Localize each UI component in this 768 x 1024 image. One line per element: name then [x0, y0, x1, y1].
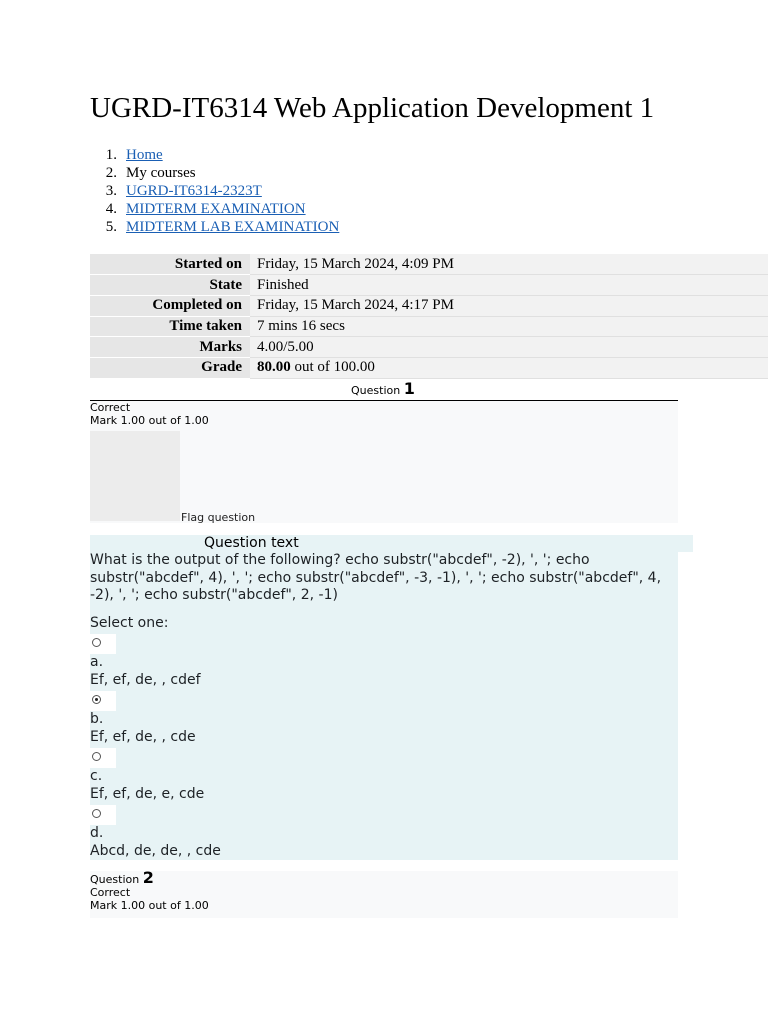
- answer-text: Ef, ef, de, , cde: [90, 728, 196, 745]
- question-status: Correct: [90, 886, 131, 899]
- question-text-header: [90, 535, 693, 552]
- radio-button-a[interactable]: [92, 638, 101, 647]
- summary-row-marks: [90, 337, 768, 358]
- summary-value: 4.00/5.00: [250, 337, 768, 358]
- answer-option-c[interactable]: [90, 748, 678, 803]
- breadcrumb: [90, 146, 339, 236]
- grade-out-of: out of 100.00: [290, 359, 375, 376]
- answer-letter: b.: [90, 711, 104, 727]
- answer-letter: a.: [90, 654, 104, 670]
- radio-container: [90, 748, 116, 768]
- answer-letter: c.: [90, 768, 103, 784]
- breadcrumb-item-midterm-lab: [90, 218, 339, 236]
- question-number: 2: [142, 868, 154, 887]
- question-status: Correct: [90, 401, 131, 414]
- question-mark: Mark 1.00 out of 1.00: [90, 899, 209, 912]
- radio-button-b[interactable]: [92, 695, 101, 704]
- breadcrumb-text-my-courses: My courses: [126, 165, 196, 181]
- radio-container: [90, 691, 116, 711]
- answer-text: Abcd, de, de, , cde: [90, 842, 221, 859]
- breadcrumb-item-course: [90, 182, 339, 200]
- question-prompt: What is the output of the following? echo substr("abcdef", -2), ', '; echo substr("abcdef", 4), ', '; echo substr("abcdef", -3, -1), ', '; echo substr("abcdef", 4, -2), ', '; echo substr("abcdef", 2, -1): [90, 552, 662, 603]
- question-text-label: Question text: [204, 535, 299, 551]
- flag-icon[interactable]: [90, 431, 180, 521]
- radio-button-c[interactable]: [92, 752, 101, 761]
- breadcrumb-link-midterm-exam[interactable]: MIDTERM EXAMINATION: [126, 201, 306, 217]
- breadcrumb-number: 1.: [105, 147, 117, 163]
- grade-score: 80.00: [257, 359, 291, 376]
- breadcrumb-number: 5.: [105, 219, 117, 235]
- breadcrumb-number: 2.: [105, 165, 117, 181]
- summary-label: Started on: [90, 254, 250, 275]
- summary-label: State: [90, 275, 250, 296]
- summary-value: [250, 357, 768, 378]
- summary-row-started: [90, 254, 768, 275]
- summary-value: Friday, 15 March 2024, 4:17 PM: [250, 295, 768, 316]
- question-1-info: [90, 401, 678, 523]
- question-number: 1: [403, 379, 415, 398]
- breadcrumb-number: 4.: [105, 201, 117, 217]
- summary-value: Finished: [250, 275, 768, 296]
- breadcrumb-link-course[interactable]: UGRD-IT6314-2323T: [126, 183, 262, 199]
- summary-row-state: [90, 275, 768, 296]
- breadcrumb-link-home[interactable]: Home: [126, 147, 163, 163]
- summary-row-grade: [90, 357, 768, 378]
- radio-container: [90, 634, 116, 654]
- radio-container: [90, 805, 116, 825]
- question-prefix: Question: [351, 384, 404, 397]
- answer-text: Ef, ef, de, , cdef: [90, 671, 201, 688]
- question-1-content: [90, 552, 678, 860]
- question-mark: Mark 1.00 out of 1.00: [90, 414, 209, 427]
- question-prefix: Question: [90, 873, 143, 886]
- breadcrumb-item-midterm-exam: [90, 200, 339, 218]
- breadcrumb-link-midterm-lab[interactable]: MIDTERM LAB EXAMINATION: [126, 219, 340, 235]
- answer-text: Ef, ef, de, e, cde: [90, 785, 205, 802]
- summary-value: Friday, 15 March 2024, 4:09 PM: [250, 254, 768, 275]
- summary-value: 7 mins 16 secs: [250, 316, 768, 337]
- breadcrumb-item-home: [90, 146, 339, 164]
- answer-option-d[interactable]: [90, 805, 678, 860]
- summary-label: Completed on: [90, 295, 250, 316]
- answer-option-b[interactable]: [90, 691, 678, 746]
- question-2-heading: [90, 868, 678, 887]
- flag-question-link[interactable]: Flag question: [181, 511, 256, 524]
- page-title: UGRD-IT6314 Web Application Development 1: [90, 92, 655, 124]
- quiz-summary-table: [90, 254, 768, 379]
- radio-button-d[interactable]: [92, 809, 101, 818]
- answer-option-a[interactable]: [90, 634, 678, 689]
- breadcrumb-item-my-courses: [90, 164, 339, 182]
- breadcrumb-number: 3.: [105, 183, 117, 199]
- select-one-label: Select one:: [90, 614, 169, 631]
- summary-label: Grade: [90, 357, 250, 378]
- summary-label: Time taken: [90, 316, 250, 337]
- answer-letter: d.: [90, 825, 104, 841]
- question-1-heading: [351, 379, 415, 398]
- summary-row-time: [90, 316, 768, 337]
- summary-row-completed: [90, 295, 768, 316]
- question-2-info: [90, 868, 678, 918]
- summary-label: Marks: [90, 337, 250, 358]
